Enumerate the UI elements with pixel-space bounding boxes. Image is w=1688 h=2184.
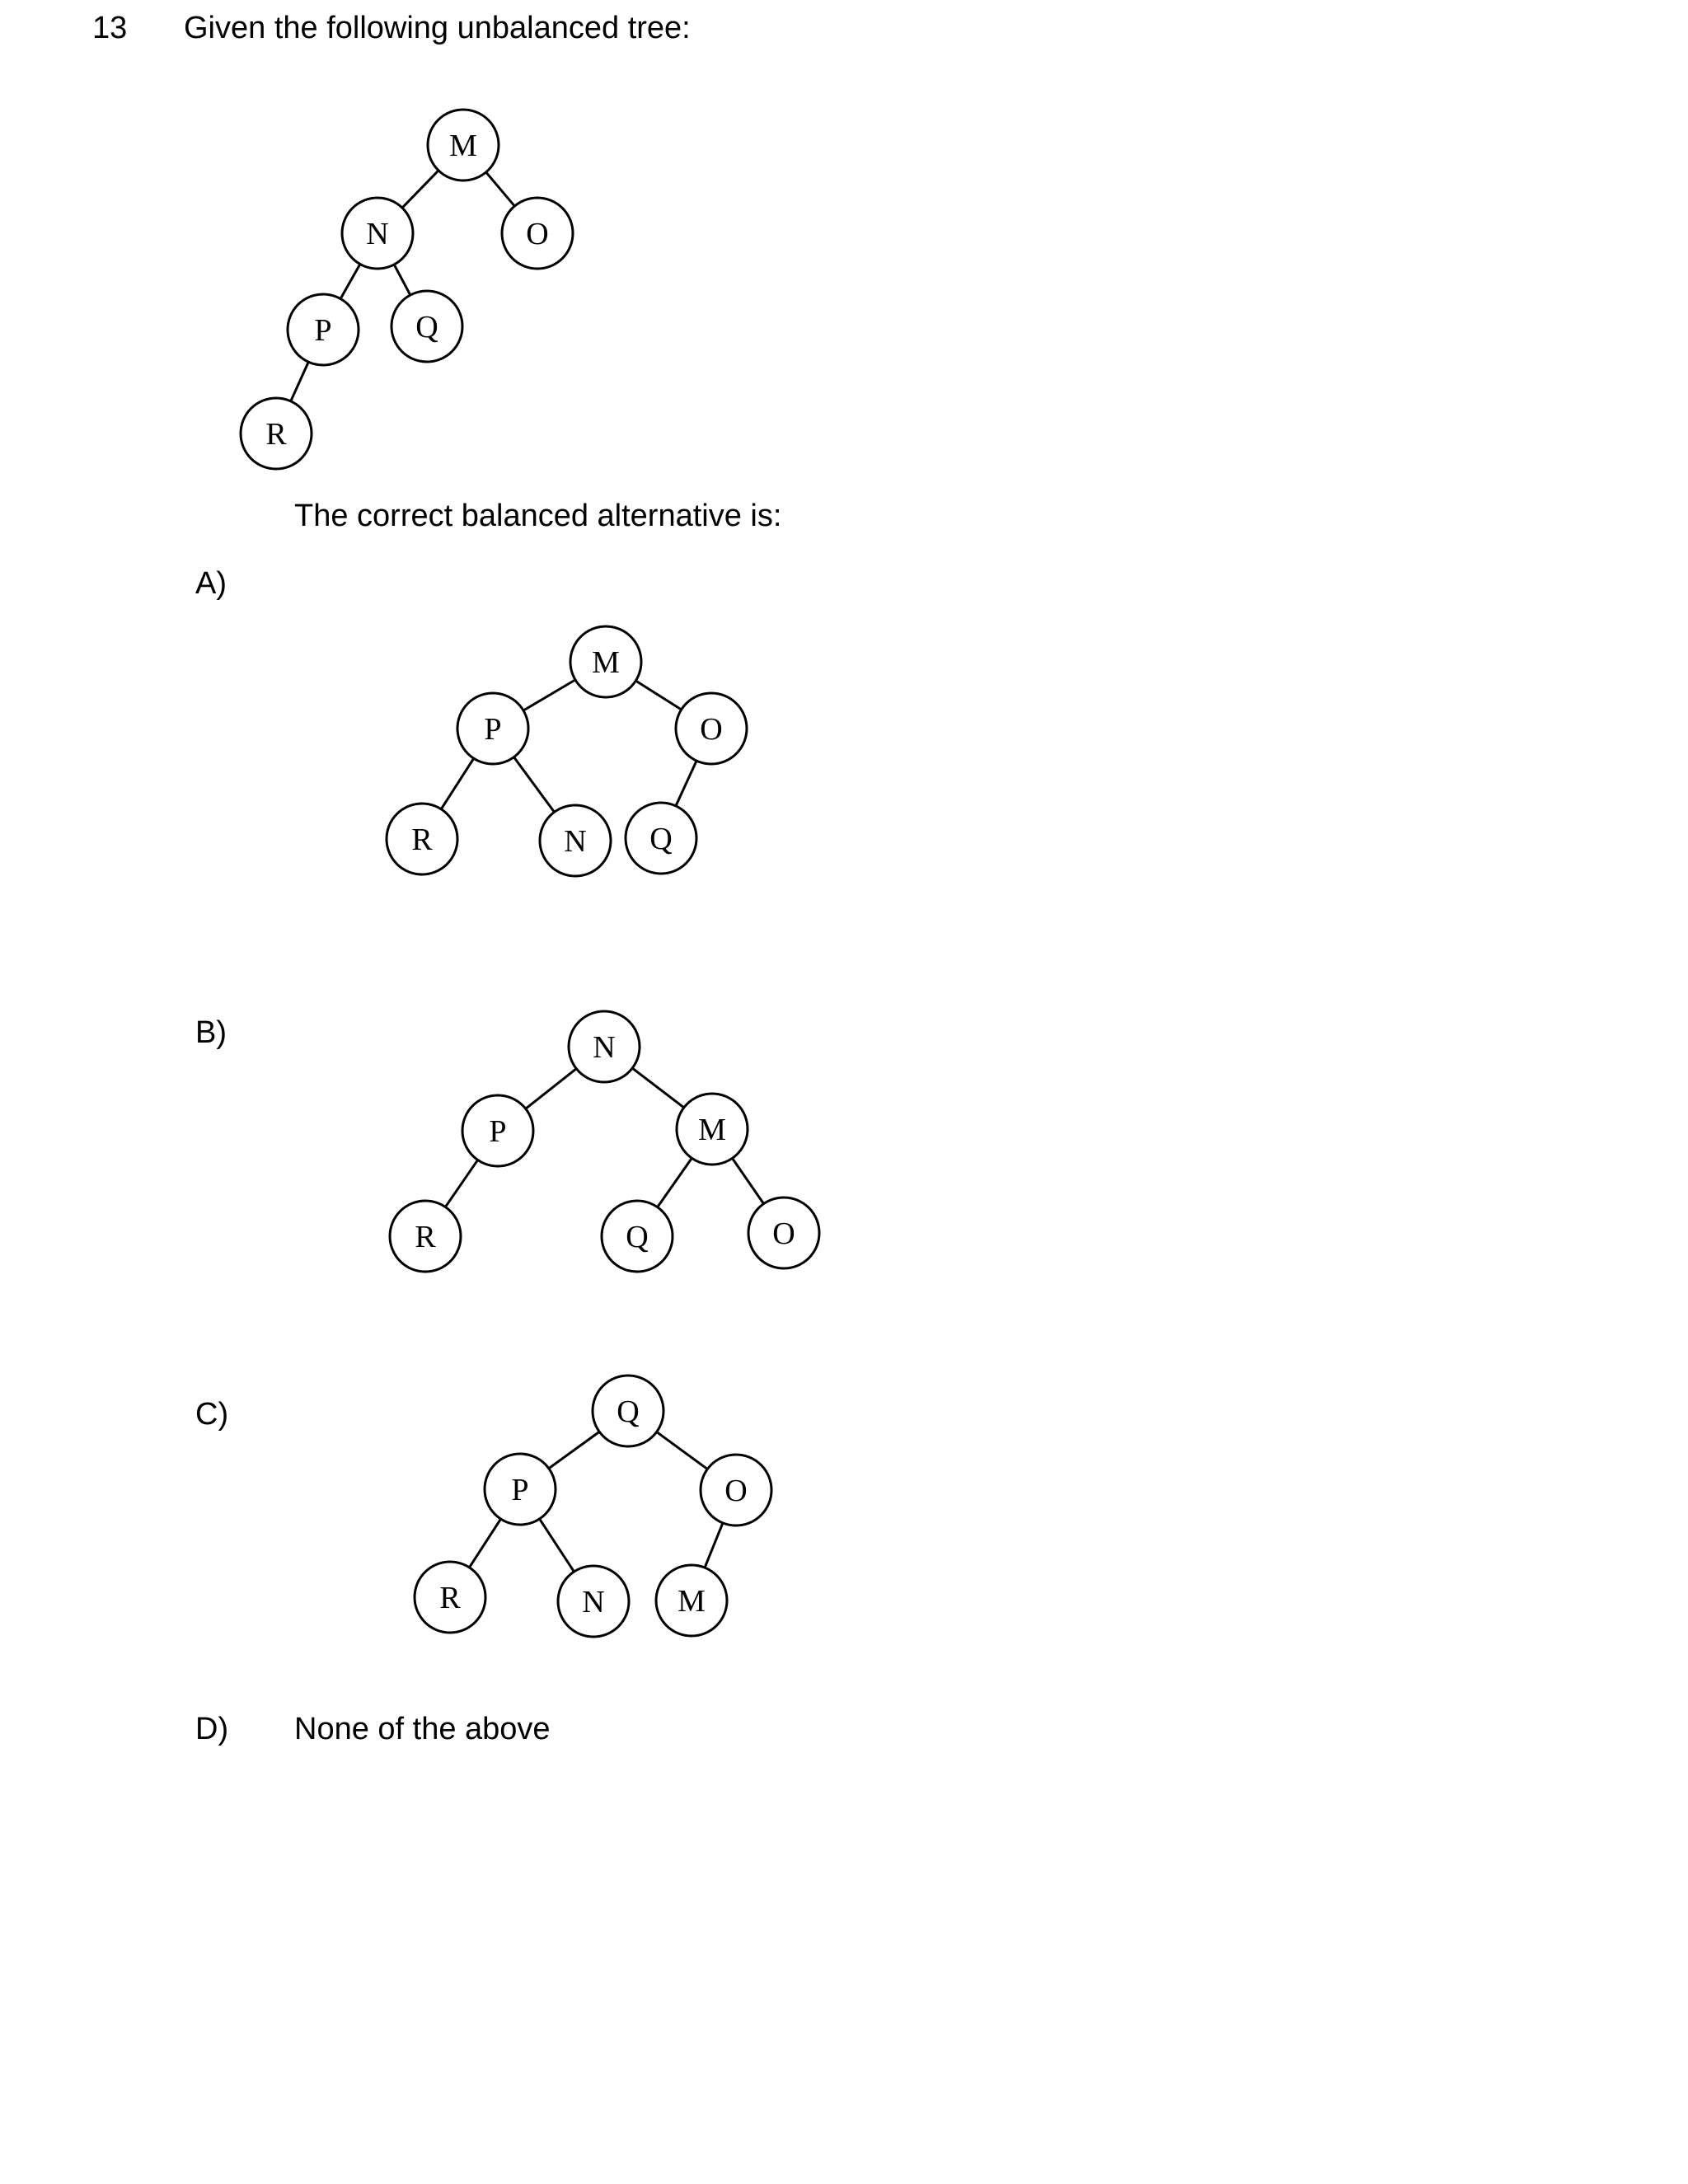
tree-option-b (390, 1011, 819, 1272)
tree-edge-M-N (402, 171, 438, 208)
tree-node-label-M: M (678, 1584, 706, 1619)
tree-node-label-N: N (564, 824, 587, 859)
question-number: 13 (92, 11, 128, 45)
tree-option-c (415, 1376, 771, 1637)
follow-up-text: The correct balanced alternative is: (294, 499, 782, 533)
tree-edge-P-R (291, 362, 309, 401)
tree-node-label-M: M (449, 129, 477, 163)
tree-node-label-O: O (526, 217, 549, 251)
tree-edge-M-O (635, 681, 681, 710)
tree-edge-N-P (526, 1069, 577, 1109)
option-a-label: A) (195, 566, 227, 601)
tree-node-label-N: N (366, 217, 389, 251)
tree-node-label-N: N (593, 1030, 616, 1065)
tree-option-a (387, 626, 747, 876)
tree-node-label-R: R (265, 417, 287, 452)
option-b-label: B) (195, 1015, 227, 1050)
tree-edge-M-O (732, 1158, 763, 1203)
tree-node-label-P: P (314, 313, 332, 348)
tree-node-label-P: P (511, 1473, 529, 1507)
option-d-label: D) (195, 1712, 229, 1746)
tree-node-label-N: N (582, 1585, 605, 1619)
tree-node-label-R: R (439, 1581, 461, 1615)
tree-edge-Q-O (657, 1432, 708, 1469)
option-d-text: None of the above (294, 1712, 551, 1746)
tree-edge-N-Q (394, 265, 410, 295)
tree-node-label-O: O (700, 712, 723, 747)
tree-node-label-M: M (698, 1113, 726, 1147)
tree-node-label-R: R (415, 1220, 436, 1254)
tree-node-label-O: O (772, 1216, 795, 1251)
tree-edge-P-R (445, 1160, 477, 1207)
tree-node-label-Q: Q (617, 1394, 640, 1429)
tree-edge-P-R (441, 758, 474, 809)
question-prompt: Given the following unbalanced tree: (184, 11, 691, 45)
tree-node-label-P: P (489, 1114, 507, 1149)
tree-edge-N-M (632, 1068, 684, 1108)
tree-edge-N-P (340, 264, 360, 298)
tree-edge-O-Q (676, 761, 696, 806)
tree-edge-Q-P (549, 1432, 599, 1469)
tree-node-label-Q: Q (649, 822, 673, 856)
tree-edge-O-M (705, 1523, 723, 1568)
tree-edge-P-N (540, 1519, 574, 1572)
tree-node-label-Q: Q (415, 310, 438, 344)
option-c-label: C) (195, 1397, 229, 1432)
tree-edge-M-P (523, 680, 575, 710)
tree-node-label-R: R (411, 823, 433, 857)
tree-edge-P-N (513, 757, 554, 813)
tree-node-label-M: M (592, 645, 620, 680)
tree-node-label-O: O (724, 1474, 748, 1508)
tree-edge-M-O (486, 172, 515, 206)
tree-unbalanced (241, 110, 573, 469)
tree-edge-P-R (469, 1519, 500, 1568)
tree-edge-M-Q (658, 1158, 692, 1207)
tree-node-label-Q: Q (626, 1220, 649, 1254)
tree-node-label-P: P (484, 712, 502, 747)
